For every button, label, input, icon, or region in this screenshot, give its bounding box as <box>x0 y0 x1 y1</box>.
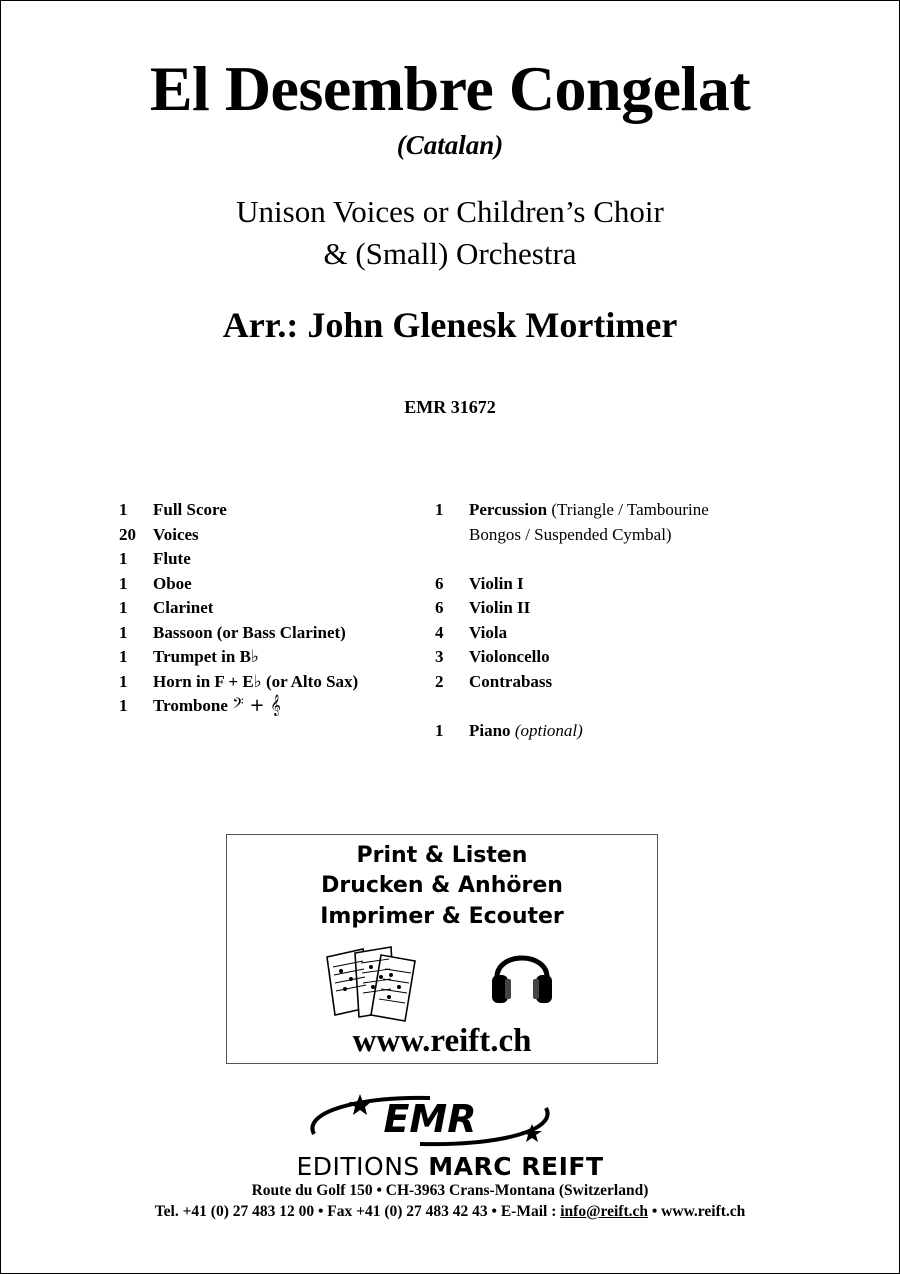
part-name: Percussion <box>469 500 548 519</box>
part-row <box>435 719 835 744</box>
publisher-name-1: EDITIONS <box>296 1152 429 1181</box>
part-row <box>119 547 419 572</box>
promo-line-1: Print & Listen <box>356 843 528 868</box>
part-name-piano <box>469 719 583 744</box>
part-row <box>119 670 419 695</box>
part-name: Oboe <box>153 573 192 593</box>
part-name: Flute <box>153 549 191 568</box>
part-row <box>435 621 835 646</box>
percussion-note-1: (Triangle / Tambourine <box>551 500 709 519</box>
part-name: Trombone <box>153 696 228 715</box>
part-qty: 2 <box>435 671 444 691</box>
part-row <box>119 621 419 646</box>
spacer <box>435 694 835 719</box>
part-name: Trumpet in B♭ <box>153 647 259 666</box>
part-qty: 6 <box>435 598 444 617</box>
part-name: Piano <box>469 720 511 740</box>
part-qty: 1 <box>435 500 444 519</box>
part-row <box>119 523 419 548</box>
part-qty: 1 <box>119 671 128 691</box>
part-qty: 1 <box>435 720 444 740</box>
part-name: Horn in F + E♭ (or Alto Sax) <box>153 671 359 691</box>
publisher-name-3: REIFT <box>521 1152 604 1181</box>
part-name: Clarinet <box>153 598 214 617</box>
part-name: Contrabass <box>469 671 553 691</box>
emr-logo <box>300 1090 560 1150</box>
part-row <box>435 645 835 670</box>
contact-suffix: • www.reift.ch <box>648 1203 746 1220</box>
part-name: Voices <box>153 524 199 544</box>
parts-list-left <box>119 498 419 719</box>
emr-logo-text: EMR <box>383 1097 477 1141</box>
part-row <box>435 596 835 621</box>
piano-note: (optional) <box>514 720 583 740</box>
part-row <box>119 572 419 597</box>
contact-prefix: Tel. +41 (0) 27 483 12 00 • Fax +41 (0) 27 483 42 43 • E-Mail : <box>154 1203 561 1220</box>
part-name: Bassoon (or Bass Clarinet) <box>153 622 346 642</box>
part-qty: 1 <box>119 573 128 593</box>
part-row <box>119 498 419 523</box>
promo-url: www.reift.ch <box>352 1023 532 1059</box>
score-subtitle: (Catalan) <box>396 130 504 160</box>
part-row <box>435 523 835 548</box>
part-name-percussion <box>469 498 709 523</box>
publisher-name-2: MARC <box>428 1152 522 1181</box>
part-name: Violoncello <box>469 647 550 666</box>
part-qty: 1 <box>119 500 128 519</box>
part-name: Full Score <box>153 500 227 519</box>
part-name-percussion-cont <box>469 523 672 548</box>
part-qty: 20 <box>119 524 136 544</box>
spacer <box>435 547 835 572</box>
part-name: Viola <box>469 622 508 642</box>
promo-line-2: Drucken & Anhören <box>321 873 563 898</box>
part-qty: 4 <box>435 622 444 642</box>
part-qty: 1 <box>119 647 128 666</box>
part-qty: 1 <box>119 622 128 642</box>
part-row <box>435 498 835 523</box>
part-name: Violin II <box>469 598 531 617</box>
arranger: Arr.: John Glenesk Mortimer <box>222 305 678 345</box>
publisher-address: Route du Golf 150 • CH-3963 Crans-Montana (Switzerland) <box>251 1182 649 1199</box>
part-qty: 3 <box>435 647 444 666</box>
publisher-contact <box>0 1203 900 1221</box>
percussion-note-2: Bongos / Suspended Cymbal) <box>469 524 672 544</box>
part-row <box>119 596 419 621</box>
voicing-line-2: & (Small) Orchestra <box>323 236 577 271</box>
print-listen-box <box>226 834 658 1064</box>
voicing-line-1: Unison Voices or Children’s Choir <box>236 194 664 229</box>
clef-icon: 𝄢 + 𝄞 <box>232 695 281 716</box>
part-row <box>119 694 419 719</box>
part-row <box>435 572 835 597</box>
score-title: El Desembre Congelat <box>149 53 751 124</box>
part-row <box>119 645 419 670</box>
part-qty: 6 <box>435 573 444 593</box>
part-qty: 1 <box>119 549 128 568</box>
promo-line-3: Imprimer & Ecouter <box>320 904 564 929</box>
part-row <box>435 670 835 695</box>
part-qty: 1 <box>119 696 128 715</box>
email-link[interactable]: info@reift.ch <box>560 1203 648 1220</box>
sheet-music-icon <box>325 943 421 1023</box>
part-qty: 1 <box>119 598 128 617</box>
headphones-icon <box>489 939 555 1009</box>
catalog-number: EMR 31672 <box>404 397 496 417</box>
publisher-name <box>0 1152 900 1181</box>
part-name: Violin I <box>469 573 524 593</box>
parts-list-right <box>435 498 835 743</box>
part-name-trombone <box>153 694 281 719</box>
